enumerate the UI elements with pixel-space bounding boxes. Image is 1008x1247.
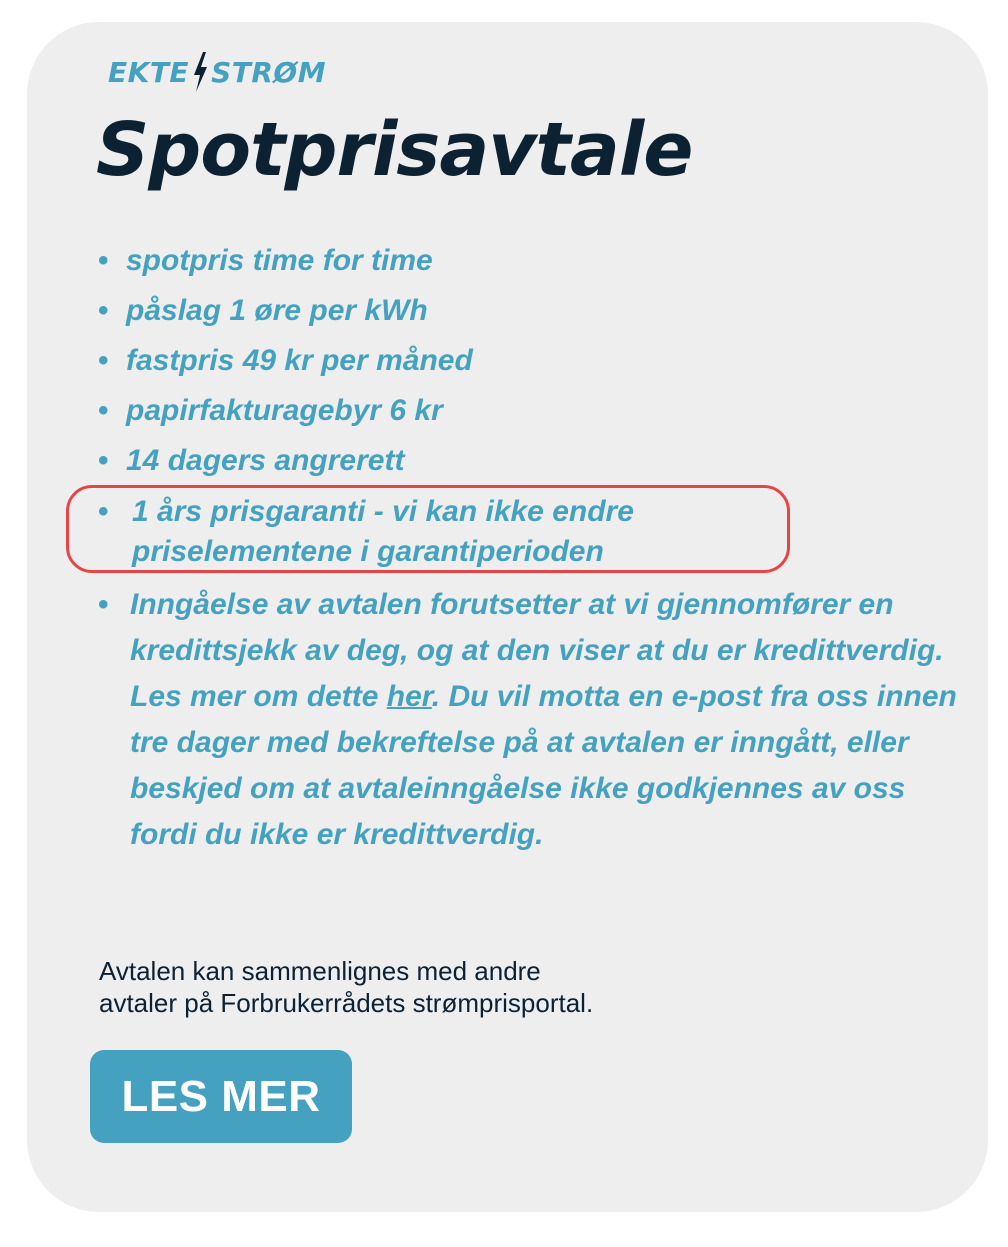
feature-text: spotpris time for time: [126, 244, 433, 277]
brand-logo-right: STRØM: [211, 55, 327, 89]
brand-logo: [108, 50, 326, 94]
feature-text-line2: priselementene i garantiperioden: [132, 535, 604, 568]
bullet-icon: •: [98, 344, 109, 377]
feature-item-price-guarantee: [98, 492, 958, 572]
bullet-icon: •: [98, 495, 109, 528]
compare-notice: [99, 955, 799, 1019]
bullet-icon: •: [98, 244, 109, 277]
compare-text-line1: Avtalen kan sammenlignes med andre: [99, 956, 541, 986]
feature-text: papirfakturagebyr 6 kr: [126, 394, 443, 427]
feature-item: [98, 436, 958, 486]
feature-item: [98, 236, 958, 286]
bullet-icon: •: [98, 444, 109, 477]
brand-logo-left: EKTE: [108, 55, 190, 89]
bullet-icon: •: [98, 394, 109, 427]
feature-text-line1: 1 års prisgaranti - vi kan ikke endre: [132, 495, 634, 528]
credit-text-before: Inngåelse av avtalen forutsetter at vi gjennomfører en kredittsjekk av deg, og at den viser at du er kredittverdig. Les mer om dette: [130, 588, 944, 713]
page-title: Spotprisavtale: [96, 107, 693, 193]
read-more-button[interactable]: LES MER: [90, 1050, 352, 1143]
feature-item: [98, 386, 958, 436]
bullet-icon: •: [98, 588, 109, 621]
feature-item: [98, 336, 958, 386]
feature-item: [98, 286, 958, 336]
read-more-link[interactable]: her: [386, 680, 432, 713]
feature-item-credit-check: [98, 582, 960, 858]
feature-list: [98, 236, 958, 858]
lightning-bolt-icon: [190, 51, 210, 93]
compare-text-line2: avtaler på Forbrukerrådets strømprisportal.: [99, 988, 594, 1018]
feature-text: fastpris 49 kr per måned: [126, 344, 473, 377]
bullet-icon: •: [98, 294, 109, 327]
feature-text: påslag 1 øre per kWh: [126, 294, 428, 327]
credit-text-after: . Du vil motta en e-post fra oss innen tre dager med bekreftelse på at avtalen er inngått, eller beskjed om at avtaleinngåelse ikke godkjennes av oss fordi du ikke er kredittverdig.: [130, 680, 957, 851]
feature-text: 14 dagers angrerett: [126, 444, 405, 477]
